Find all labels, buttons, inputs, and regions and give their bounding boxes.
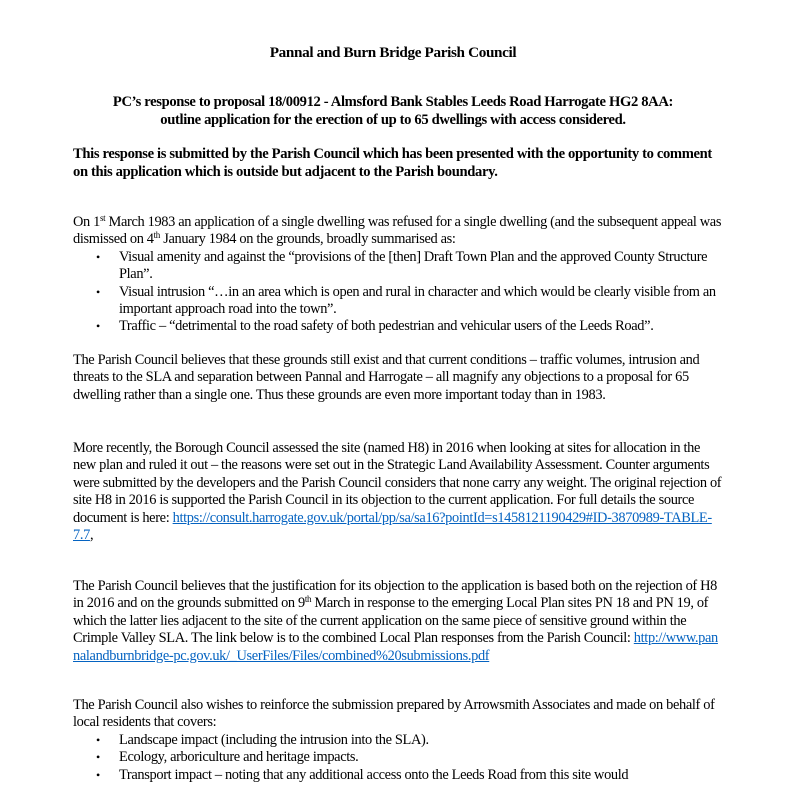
document-subtitle <box>73 93 713 129</box>
arrowsmith-text: The Parish Council also wishes to reinforce the submission prepared by Arrowsmith Associates and made on behalf of local residents that covers: <box>73 697 715 731</box>
assessment-text <box>73 440 723 544</box>
text-run: January 1984 on the grounds, broadly summarised as: <box>159 231 456 248</box>
justification-text <box>73 578 723 665</box>
conditions-paragraph: The Parish Council believes that these grounds still exist and that current conditions – traffic volumes, intrusion and threats to the SLA and separation between Pannal and Harrogate – all magnify any objections to a proposal for 65 dwelling rather than a single one. Thus these grounds are even more important today than in 1983. <box>73 352 700 403</box>
ordinal-suffix: st <box>99 213 106 223</box>
assessment-paragraph <box>73 440 723 544</box>
text-run: On 1 <box>73 214 100 230</box>
sla-source-link[interactable]: https://consult.harrogate.gov.uk/portal/pp/sa/sa16?pointId=s1458121190429#ID-3870989-TABLE-7.7 <box>73 509 712 544</box>
subtitle-line-1: PC’s response to proposal 18/00912 - Almsford Bank Stables Leeds Road Harrogate HG2 8AA: <box>112 94 674 110</box>
impacts-list <box>73 732 723 784</box>
intro-statement: This response is submitted by the Parish Council which has been presented with the opportunity to comment on this application which is outside but adjacent to the Parish boundary. <box>73 146 712 180</box>
list-item-text: Landscape impact (including the intrusion into the SLA). <box>119 731 429 748</box>
grounds-list <box>73 249 723 336</box>
bullet-icon: • <box>96 284 100 299</box>
text-run: More recently, the Borough Council assessed the site (named H8) in 2016 when looking at sites for allocation in the new plan and ruled it out – the reasons were set out in the Strategic Land Availability Assessment. Counter arguments were submitted by the developers and the Parish Council considers that none carry any weight. The original rejection of site H8 in 2016 is supported the Parish Council in its objection to the current application. For full details the source document is here: <box>73 440 722 526</box>
subtitle-line-2: outline application for the erection of up to 65 dwellings with access considered. <box>160 112 626 128</box>
list-item <box>73 749 723 766</box>
list-item-text: Visual amenity and against the “provisions of the [then] Draft Town Plan and the approved County Structure Plan”. <box>119 248 708 283</box>
history-paragraph <box>73 214 723 336</box>
justification-paragraph <box>73 578 723 665</box>
arrowsmith-paragraph <box>73 697 723 784</box>
text-run: The Parish Council believes that the justification for its objection to the application is based both on the rejection of H8 in 2016 and on the grounds submitted on 9 <box>73 578 717 612</box>
list-item-text: Traffic – “detrimental to the road safety of both pedestrian and vehicular users of the Leeds Road”. <box>119 318 654 335</box>
bullet-icon: • <box>96 319 100 334</box>
bullet-icon: • <box>96 750 100 765</box>
list-item <box>73 249 723 284</box>
list-item <box>73 732 723 749</box>
text-run: March in response to the emerging Local Plan sites PN 18 and PN 19, of which the latter lies adjacent to the site of the current application on the same piece of sensitive ground within the Crimple Valley SLA. The link below is to the combined Local Plan responses from the Parish Council: <box>73 595 709 647</box>
bullet-icon: • <box>96 767 100 782</box>
bullet-icon: • <box>96 249 100 264</box>
list-item <box>73 318 723 335</box>
text-run: March 1983 an application of a single dwelling was refused for a single dwelling (and the subsequent appeal was dismissed on 4 <box>73 214 722 248</box>
history-text <box>73 214 723 249</box>
ordinal-suffix: th <box>304 594 312 605</box>
list-item-text: Transport impact – noting that any additional access onto the Leeds Road from this site would <box>119 766 629 783</box>
list-item-text: Visual intrusion “…in an area which is open and rural in character and which would be clearly visible from an important approach road into the town”. <box>119 283 716 318</box>
list-item-text: Ecology, arboriculture and heritage impacts. <box>119 749 359 766</box>
list-item <box>73 767 723 784</box>
text-run: , <box>89 527 94 544</box>
list-item <box>73 284 723 319</box>
bullet-icon: • <box>96 732 100 747</box>
combined-submissions-link[interactable]: http://www.pannalandburnbridge-pc.gov.uk/_UserFiles/Files/combined%20submissions.pdf <box>73 630 718 664</box>
ordinal-suffix: th <box>153 230 160 241</box>
document-title: Pannal and Burn Bridge Parish Council <box>269 44 517 61</box>
